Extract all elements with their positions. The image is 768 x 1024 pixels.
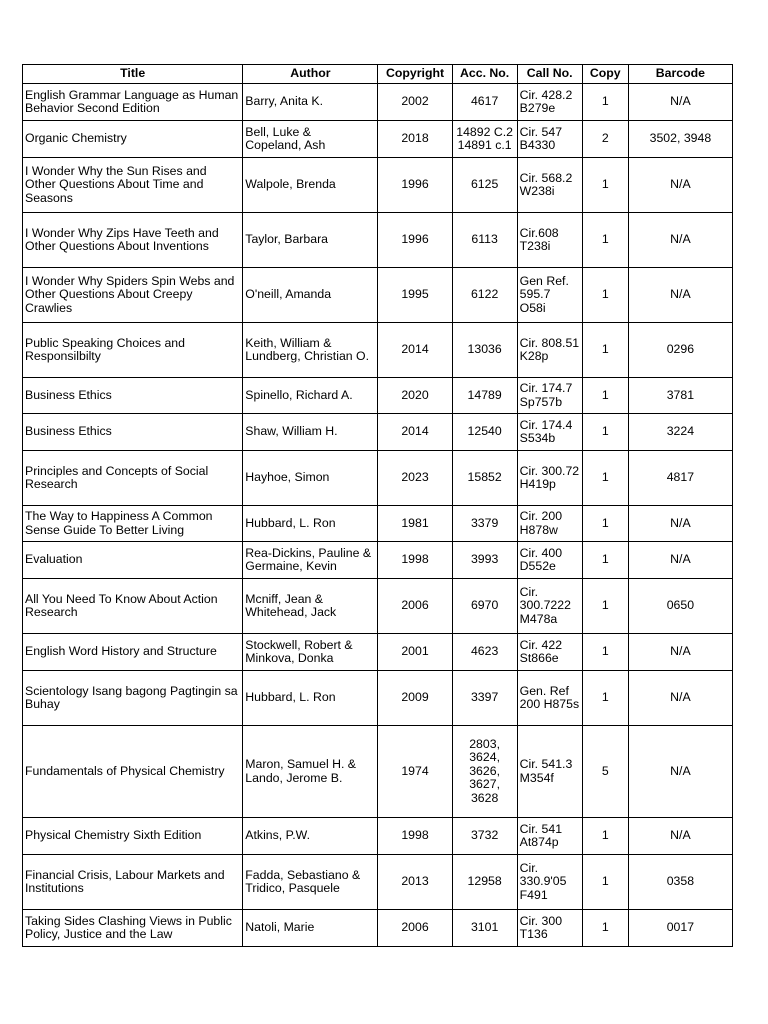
- accession-number: 6970: [452, 579, 517, 634]
- table-row: [23, 268, 733, 323]
- call-number: Cir. 174.4 S534b: [517, 414, 582, 451]
- barcode: N/A: [628, 671, 732, 726]
- table-row: [23, 121, 733, 158]
- header-copyright: Copyright: [378, 65, 452, 84]
- copyright-year: 1998: [378, 818, 452, 855]
- call-number: Cir.608 T238i: [517, 213, 582, 268]
- barcode: 4817: [628, 451, 732, 506]
- call-number: Gen. Ref 200 H875s: [517, 671, 582, 726]
- accession-number: 2803, 3624, 3626, 3627, 3628: [452, 726, 517, 818]
- copyright-year: 2001: [378, 634, 452, 671]
- copyright-year: 1995: [378, 268, 452, 323]
- book-author: Hubbard, L. Ron: [243, 506, 378, 542]
- table-row: [23, 542, 733, 579]
- copyright-year: 2002: [378, 84, 452, 121]
- barcode: N/A: [628, 726, 732, 818]
- book-title: Evaluation: [23, 542, 243, 579]
- book-author: Walpole, Brenda: [243, 158, 378, 213]
- barcode: 0296: [628, 323, 732, 378]
- book-title: I Wonder Why Spiders Spin Webs and Other Questions About Creepy Crawlies: [23, 268, 243, 323]
- copy-count: 1: [582, 378, 628, 414]
- call-number: Cir. 400 D552e: [517, 542, 582, 579]
- table-row: [23, 818, 733, 855]
- table-body: [23, 84, 733, 947]
- copyright-year: 2006: [378, 579, 452, 634]
- copyright-year: 2023: [378, 451, 452, 506]
- copyright-year: 1996: [378, 158, 452, 213]
- call-number: Cir. 541 At874p: [517, 818, 582, 855]
- copyright-year: 1996: [378, 213, 452, 268]
- book-author: Natoli, Marie: [243, 910, 378, 947]
- copy-count: 5: [582, 726, 628, 818]
- book-title: Scientology Isang bagong Pagtingin sa Buhay: [23, 671, 243, 726]
- table-row: [23, 323, 733, 378]
- call-number: Cir. 174.7 Sp757b: [517, 378, 582, 414]
- book-author: Stockwell, Robert & Minkova, Donka: [243, 634, 378, 671]
- call-number: Cir. 422 St866e: [517, 634, 582, 671]
- barcode: 3781: [628, 378, 732, 414]
- copy-count: 2: [582, 121, 628, 158]
- accession-number: 6125: [452, 158, 517, 213]
- copy-count: 1: [582, 414, 628, 451]
- table-row: [23, 451, 733, 506]
- book-title: Fundamentals of Physical Chemistry: [23, 726, 243, 818]
- barcode: N/A: [628, 634, 732, 671]
- copy-count: 1: [582, 671, 628, 726]
- book-author: Bell, Luke & Copeland, Ash: [243, 121, 378, 158]
- book-title: English Grammar Language as Human Behavior Second Edition: [23, 84, 243, 121]
- table-row: [23, 579, 733, 634]
- accession-number: 3732: [452, 818, 517, 855]
- barcode: 0017: [628, 910, 732, 947]
- accession-number: 12540: [452, 414, 517, 451]
- book-title: English Word History and Structure: [23, 634, 243, 671]
- barcode: N/A: [628, 506, 732, 542]
- book-title: Business Ethics: [23, 378, 243, 414]
- book-catalog-table: [22, 64, 733, 947]
- book-author: Hayhoe, Simon: [243, 451, 378, 506]
- table-row: [23, 634, 733, 671]
- book-title: Physical Chemistry Sixth Edition: [23, 818, 243, 855]
- accession-number: 14789: [452, 378, 517, 414]
- copy-count: 1: [582, 323, 628, 378]
- call-number: Cir. 330.9'05 F491: [517, 855, 582, 910]
- barcode: 3502, 3948: [628, 121, 732, 158]
- copy-count: 1: [582, 213, 628, 268]
- copy-count: 1: [582, 634, 628, 671]
- table-row: [23, 855, 733, 910]
- copy-count: 1: [582, 451, 628, 506]
- barcode: N/A: [628, 818, 732, 855]
- book-author: Barry, Anita K.: [243, 84, 378, 121]
- table-row: [23, 671, 733, 726]
- call-number: Cir. 808.51 K28p: [517, 323, 582, 378]
- accession-number: 3379: [452, 506, 517, 542]
- book-author: Hubbard, L. Ron: [243, 671, 378, 726]
- copyright-year: 1998: [378, 542, 452, 579]
- copy-count: 1: [582, 910, 628, 947]
- book-title: The Way to Happiness A Common Sense Guide To Better Living: [23, 506, 243, 542]
- book-title: Organic Chemistry: [23, 121, 243, 158]
- copyright-year: 1974: [378, 726, 452, 818]
- book-author: Mcniff, Jean & Whitehead, Jack: [243, 579, 378, 634]
- book-author: Atkins, P.W.: [243, 818, 378, 855]
- accession-number: 13036: [452, 323, 517, 378]
- table-header-row: [23, 65, 733, 84]
- call-number: Cir. 547 B4330: [517, 121, 582, 158]
- accession-number: 4617: [452, 84, 517, 121]
- table-row: [23, 726, 733, 818]
- book-title: Principles and Concepts of Social Research: [23, 451, 243, 506]
- copy-count: 1: [582, 579, 628, 634]
- copyright-year: 2020: [378, 378, 452, 414]
- book-author: Keith, William & Lundberg, Christian O.: [243, 323, 378, 378]
- header-acc-no: Acc. No.: [452, 65, 517, 84]
- call-number: Cir. 300 T136: [517, 910, 582, 947]
- barcode: N/A: [628, 158, 732, 213]
- book-title: Financial Crisis, Labour Markets and Institutions: [23, 855, 243, 910]
- header-barcode: Barcode: [628, 65, 732, 84]
- accession-number: 4623: [452, 634, 517, 671]
- table-row: [23, 84, 733, 121]
- book-author: O'neill, Amanda: [243, 268, 378, 323]
- copy-count: 1: [582, 84, 628, 121]
- copyright-year: 2014: [378, 414, 452, 451]
- book-title: I Wonder Why Zips Have Teeth and Other Questions About Inventions: [23, 213, 243, 268]
- copy-count: 1: [582, 506, 628, 542]
- accession-number: 3101: [452, 910, 517, 947]
- barcode: N/A: [628, 542, 732, 579]
- copyright-year: 2018: [378, 121, 452, 158]
- header-title: Title: [23, 65, 243, 84]
- table-row: [23, 414, 733, 451]
- book-title: Taking Sides Clashing Views in Public Policy, Justice and the Law: [23, 910, 243, 947]
- accession-number: 14892 C.2 14891 c.1: [452, 121, 517, 158]
- call-number: Cir. 300.7222 M478a: [517, 579, 582, 634]
- book-title: I Wonder Why the Sun Rises and Other Questions About Time and Seasons: [23, 158, 243, 213]
- call-number: Gen Ref. 595.7 O58i: [517, 268, 582, 323]
- table-row: [23, 506, 733, 542]
- copy-count: 1: [582, 855, 628, 910]
- call-number: Cir. 200 H878w: [517, 506, 582, 542]
- book-author: Rea-Dickins, Pauline & Germaine, Kevin: [243, 542, 378, 579]
- table-row: [23, 158, 733, 213]
- table-row: [23, 378, 733, 414]
- barcode: N/A: [628, 84, 732, 121]
- call-number: Cir. 541.3 M354f: [517, 726, 582, 818]
- copyright-year: 2014: [378, 323, 452, 378]
- copy-count: 1: [582, 818, 628, 855]
- barcode: N/A: [628, 213, 732, 268]
- barcode: 0358: [628, 855, 732, 910]
- accession-number: 6122: [452, 268, 517, 323]
- call-number: Cir. 428.2 B279e: [517, 84, 582, 121]
- accession-number: 15852: [452, 451, 517, 506]
- copyright-year: 1981: [378, 506, 452, 542]
- book-title: All You Need To Know About Action Research: [23, 579, 243, 634]
- book-author: Spinello, Richard A.: [243, 378, 378, 414]
- copyright-year: 2006: [378, 910, 452, 947]
- header-copy: Copy: [582, 65, 628, 84]
- barcode: 0650: [628, 579, 732, 634]
- book-title: Public Speaking Choices and Responsilbilty: [23, 323, 243, 378]
- barcode: N/A: [628, 268, 732, 323]
- header-call-no: Call No.: [517, 65, 582, 84]
- copy-count: 1: [582, 158, 628, 213]
- barcode: 3224: [628, 414, 732, 451]
- accession-number: 3397: [452, 671, 517, 726]
- call-number: Cir. 300.72 H419p: [517, 451, 582, 506]
- copyright-year: 2009: [378, 671, 452, 726]
- book-author: Maron, Samuel H. & Lando, Jerome B.: [243, 726, 378, 818]
- copy-count: 1: [582, 268, 628, 323]
- book-author: Fadda, Sebastiano & Tridico, Pasquele: [243, 855, 378, 910]
- call-number: Cir. 568.2 W238i: [517, 158, 582, 213]
- book-title: Business Ethics: [23, 414, 243, 451]
- accession-number: 3993: [452, 542, 517, 579]
- table-row: [23, 213, 733, 268]
- copyright-year: 2013: [378, 855, 452, 910]
- book-author: Taylor, Barbara: [243, 213, 378, 268]
- accession-number: 12958: [452, 855, 517, 910]
- book-author: Shaw, William H.: [243, 414, 378, 451]
- copy-count: 1: [582, 542, 628, 579]
- table-row: [23, 910, 733, 947]
- header-author: Author: [243, 65, 378, 84]
- accession-number: 6113: [452, 213, 517, 268]
